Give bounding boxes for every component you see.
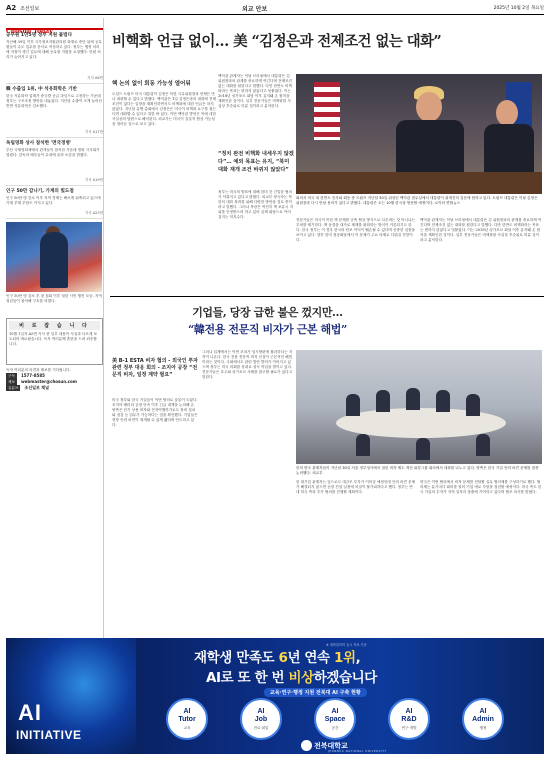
brief-reference: 기사 A23면 [84, 211, 103, 215]
brief-body: 지난해 39일 이후 국가정보자원관리원 화재로 중단 뒤에 공무원들이 수도 업무를 문서로 작성하고 있다. 정부는 행정 처리에 지장이 생긴 업무에 대해 공무원 지원을 요청했다. 민원 처리가 늦어지고 있다. [6, 40, 102, 59]
second-story-body-col: 미국 정부와 한국 기업들이 이번 합의로 숨통이 트였다. 조지아 배터리 공장 단속 이후 긴급 대책을 논의해 온 양측은 단기 상용 비자와 전자여행허가로도 장비 설치와 점검 등 업무가 가능하다는 점을 확인했다. 기업들은 현장 인력 파견이 재개될 수 있게 됐다며 안도하고 있다. [112, 398, 198, 427]
ad-footnote: ※ 대학알리미 공시 자료 기준 [326, 643, 367, 647]
top-story-headline[interactable]: 비핵화 언급 없이… 美 “김정은과 전제조건 없는 대화” [112, 33, 442, 50]
brief-body: 한국 석유화학 업계가 중국발 공급 과잉으로 고전하는 가운데 정부는 구조조정 방안을 내놓았다. 지난달 수출이 크게 늘어난 반면 석유화학은 감소했다. [6, 94, 102, 108]
second-story-headline[interactable]: 기업들, 당장 급한 불은 껐지만… “韓전용 전문직 비자가 근본 해법” [188, 306, 347, 336]
ad-circle-space: AI Space 공간 [314, 698, 356, 740]
left-sidebar [6, 18, 104, 642]
ad-initiative-wordmark: INITIATIVE [16, 728, 82, 742]
university-advertisement[interactable] [6, 638, 544, 754]
brief-reference: 기사 A17면 [84, 130, 103, 134]
top-story-body-col: 백악관 관계자는 이날 브리핑에서 대통령은 김 위원장과의 관계를 중요하게 여긴다며 전제조건 없는 대화를 원한다고 말했다. 다만 한반도 비핵화라는 목표는 변하지 않았다고 덧붙였다. 이는 2018년 싱가포르 회담 이후 유지돼 온 원칙을 재확인한 것이다. 일부 전문가들은 비핵화를 사실상 후순위로 미룬 것이라고 분석한다. [420, 218, 542, 242]
ad-strip-label: 교육·연구·행정 지원 전북대 AI 구축 현황 [264, 688, 367, 697]
page-header [6, 3, 544, 15]
page-number: A2 [6, 4, 17, 12]
contact-box [6, 368, 103, 391]
ad-circle-admin: AI Admin 행정 [462, 698, 504, 740]
brief-item[interactable] [6, 138, 103, 186]
brief-body: 부산 국제영화제에서 관객들이 참석한 가운데 영화 시사회가 열렸다. 감독과 배우들이 무대에 올라 소감을 밝혔다. [6, 148, 100, 157]
contact-row[interactable]: 유튜브 조선일보 채널 [8, 385, 49, 390]
university-logo-english: JEONBUK NATIONAL UNIVERSITY [328, 749, 387, 753]
brief-photo [6, 222, 102, 292]
top-story-body-col: 전문가들은 미국이 북한 핵 문제를 군축 협상 방식으로 다루려는 것 아니냐는 우려를 제기한다. 핵 동결을 대가로 제재를 완화하는 방식이 거론되기도 한다. 한국 정부는 이 경우 한국의 안보 이익이 훼손될 수 있다며 신중한 입장을 보이고 있다. 향후 한미 정상회담에서 이 문제가 주요 의제로 다뤄질 전망이다. [296, 218, 416, 242]
ad-circle-tutor: AI Tutor 교육 [166, 698, 208, 740]
top-story-subhead: 핵 논의 없이 회동 가능성 열어둬 [112, 81, 191, 87]
brief-body: 인구 50만 명 감소 이후 지역 경제는 빠르게 위축되고 있으며 가계 부채 부담도 커지고 있다. [6, 196, 101, 205]
brief-title: 독립영화 상사 참석한 '면국정병' [6, 141, 72, 146]
correction-box [6, 318, 103, 365]
top-story-photo[interactable] [296, 74, 542, 194]
correction-title: 비 로 잡 습 니 다 [9, 321, 100, 330]
brief-item[interactable] [6, 30, 103, 84]
ad-headline-1: 재학생 만족도 6년 연속 1위, [194, 650, 361, 666]
issue-date: 2025년 10월 2일 목요일 [493, 6, 544, 11]
chosun-today-banner: Chosun Today [6, 18, 103, 30]
top-story-body-col: 백악관 관계자는 이날 브리핑에서 대통령은 김 위원장과의 관계를 중요하게 여긴다며 전제조건 없는 대화를 원한다고 말했다. 다만 한반도 비핵화라는 목표는 변하지 않았다고 덧붙였다. 이는 2018년 싱가포르 회담 이후 유지돼 온 원칙을 재확인한 것이다. 일부 전문가들은 비핵화를 사실상 후순위로 미룬 것이라고 분석한다. [218, 74, 292, 108]
second-story-body-col: 양국은 이번 협의에서 비자 문제를 전담할 실무 협의체를 구성하기로 했다. 협의체는 분기마다 회의를 열어 기업 애로 사항을 점검할 예정이다. 미국 측도 한국 기업의 투자가 지역 일자리 창출에 기여하고 있다며 협조 의사를 밝혔다. [420, 480, 542, 494]
contact-note: 독자 여러분의 의견과 제보를 기다립니다. [6, 368, 71, 372]
contact-row: 구독 1577-8585 [8, 373, 45, 378]
brief-item[interactable] [6, 84, 103, 138]
ad-ai-wordmark: AI [18, 700, 42, 725]
top-photo-caption: 회의서 미국 내 한반도 인사와 회동 중 트럼프 지난달 30일 워싱턴 백악관 집무실에서 대통령이 취재진의 질문에 답하고 있다. 트럼프 대통령은 이날 김정은 위원장과 다시 만날 용의가 있다고 밝혔다. 대통령은 오는 10월 한국을 방문할 예정이다. 로이터 연합뉴스 [296, 196, 538, 205]
ad-circle-job: AI Job 진로·취업 [240, 698, 282, 740]
section-divider [110, 296, 544, 297]
second-story-body-col: 그러나 업계에서는 이번 조치가 임시방편에 불과하다는 지적이 나온다. 한국 전용 전문직 비자 신설이 근본적인 해법이라는 것이다. 국회에서도 관련 법안 발의가 이어지고 있으며 정부는 미국 의회를 상대로 설득 작업을 벌이고 있다. 전문가들은 호주와 싱가포르 사례를 참고할 필요가 있다고 말한다. [202, 350, 293, 379]
brief-reference: 기사 A19면 [84, 178, 103, 182]
brief-title: 韓 수출입 1위, 中 석유화학은 기반 [6, 87, 77, 92]
newspaper-name: 조선일보 [20, 6, 40, 12]
correction-body: 10월 1일자 A5면 기사 중 일부 내용이 사실과 다르게 보도되어 바로잡습니다. 독자 여러분께 혼란을 드려 죄송합니다. [9, 332, 97, 346]
top-story-side-subhead: “정치 완전 비핵화 내세우지 않겠다”… 예외 목표는 유지, “북미 대화 재개 조건 바뀌지 않았다” [218, 151, 294, 173]
ad-headline-2: AI로 또 한 번 비상하겠습니다 [206, 670, 377, 686]
brief-item[interactable] [6, 186, 103, 219]
university-seal-icon [301, 740, 312, 751]
section-name: 외교 안보 [242, 6, 268, 13]
brief-reference: 기사 A6면 [87, 76, 103, 80]
top-story-body-col: 정부는 미국의 발표에 대해 한미 간 긴밀한 협의가 이뤄지고 있다고 밝혔다. 외교부 당국자는 북한의 대화 복귀를 위해 다양한 방안을 검토 중이라고 말했다. 그러나 북한은 여전히 핵 보유국 지위를 인정받으려 하고 있어 실제 회담으로 이어질지는 미지수다. [218, 190, 294, 219]
photo-credit: 로이터 연합뉴스 [434, 201, 461, 205]
university-logo-text[interactable]: 전북대학교 [314, 742, 348, 750]
contact-row[interactable]: 제보 webmaster@chosun.com [8, 379, 77, 384]
brief-photo-caption: 인구 50만 명 감소 후 첫 집회 이후 열린 시민 행진 모습. 지역 청년들이 참석해 구호를 외쳤다. [6, 294, 102, 303]
second-photo-caption: 한미 양국 관계자들이 지난달 30일 서울 정부청사에서 열린 비자 제도 개선 워킹그룹 회의에서 대화를 나누고 있다. 양측은 한국 기업 인력 파견 문제를 집중 논의했다. 외교부 [296, 466, 539, 475]
photo-credit: 외교부 [312, 471, 323, 475]
ad-circle-rnd: AI R&D 연구·개발 [388, 698, 430, 740]
top-story-body-col: 도널드 트럼프 미국 대통령이 김정은 북한 국무위원장과 언제든 만나 대화할 수 있다고 밝혔다. 백악관은 1일 김정은과의 대화에 전제조건이 없다는 입장을 재확인하면서도 비핵화에 대한 언급은 하지 않았다. 지난달 유엔 총회에서 김정은은 미국이 비핵화 요구를 접는다면 대화할 수 있다고 말한 바 있다. 이번 백악관 발언은 이에 대한 사실상의 답변으로 해석된다. 외교가는 미국이 실질적 협상 가능성을 열어둔 것으로 보고 있다. [112, 92, 216, 126]
brief-title: 공무원 1만5명 정부 지원 불법다 [6, 33, 73, 38]
second-story-body-col: 한 대기업 관계자는 앞으로도 대규모 투자가 이어질 예정인데 인력 파견 문제가 해결되지 않으면 공장 건설 일정에 차질이 불가피하다고 했다. 정부는 연내 미국 측과 추가 협의를 진행할 계획이다. [296, 480, 416, 494]
second-story-photo[interactable] [296, 350, 542, 464]
second-story-subhead: 美 B-1 ESTA 비자 협의 - 외국인 투자 관련 정부 대응 회의 - 조지아 공장 “전문직 비자, 일정 계약 필요” [112, 358, 199, 378]
brief-title: 인구 50만 감나기, 가계의 빛도점 [6, 189, 74, 194]
